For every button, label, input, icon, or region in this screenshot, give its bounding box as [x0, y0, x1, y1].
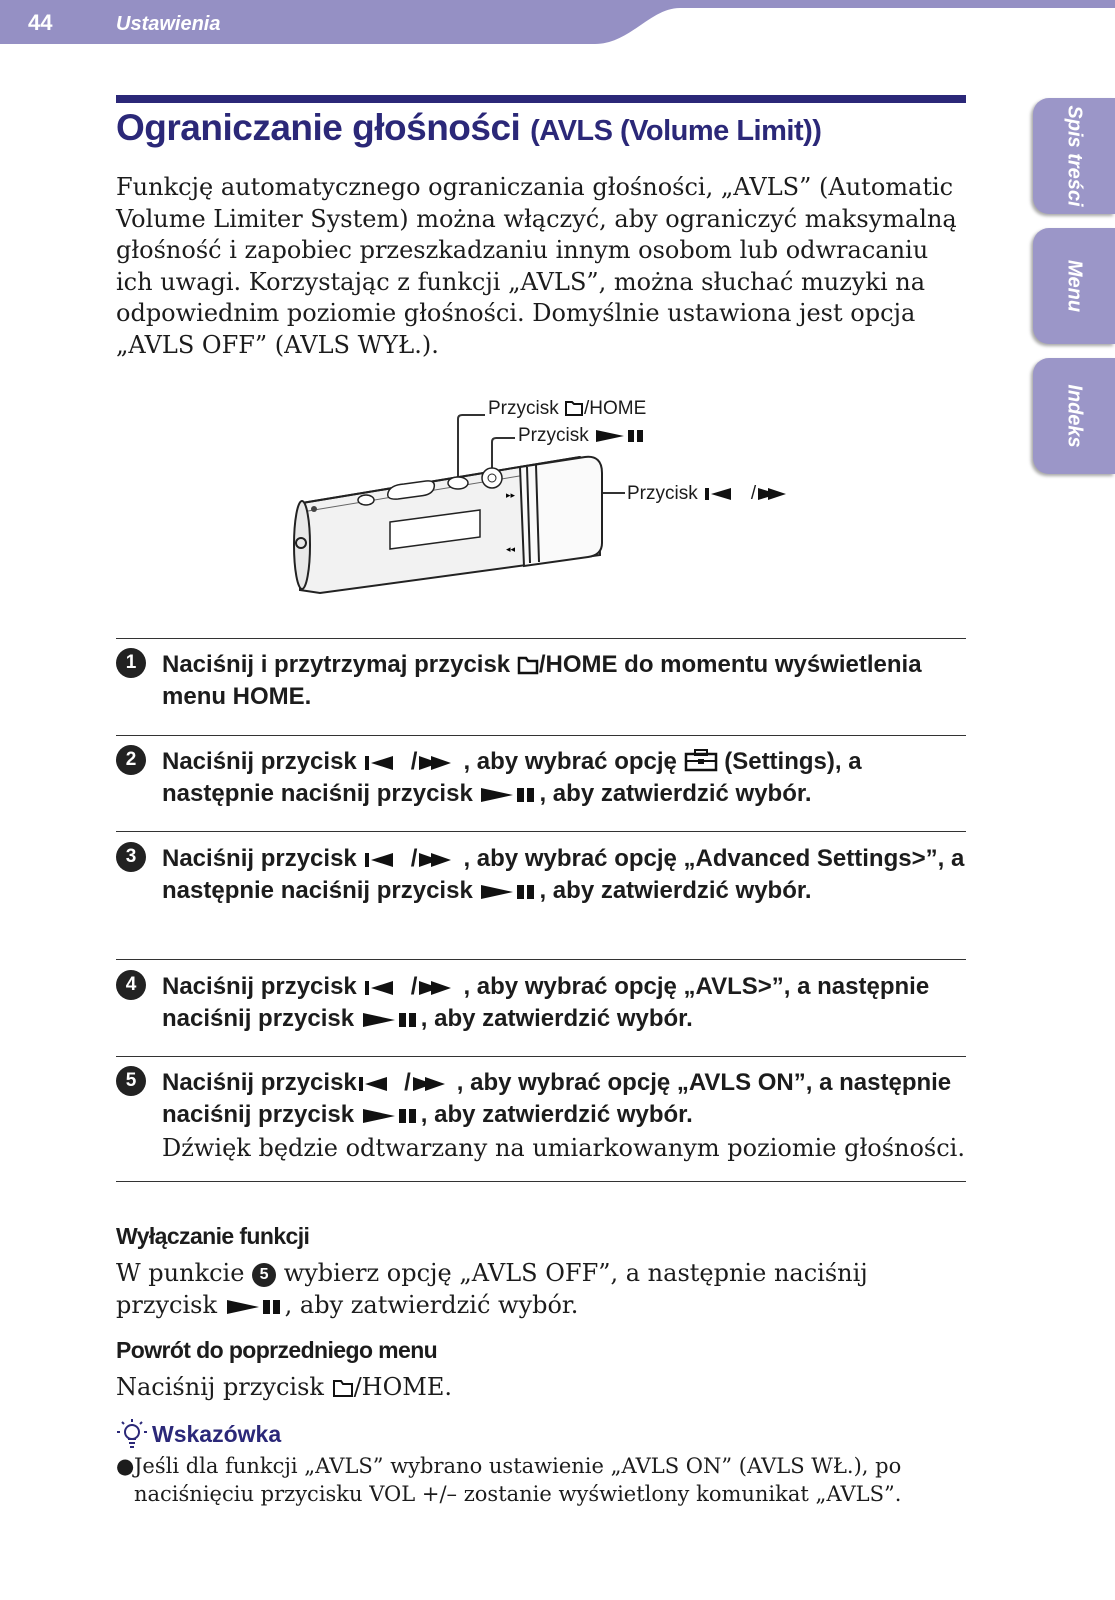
tab-index[interactable] [1033, 358, 1115, 474]
tab-menu-label: Menu [1063, 259, 1086, 313]
step-number: 3 [116, 842, 146, 872]
home-icon [564, 399, 584, 417]
next-icon [417, 979, 463, 997]
player-diagram [280, 385, 800, 610]
next-icon [411, 1075, 457, 1093]
divider [116, 831, 966, 832]
label-play-button: Przycisk [518, 425, 646, 447]
previous-icon [363, 851, 397, 869]
hint-text: ● Jeśli dla funkcji „AVLS” wybrano ustawienie „AVLS ON” (AVLS WŁ.), po naciśnięciu przycisku VOL +/– zostanie wyświetlony komunikat „AVLS”. [116, 1454, 902, 1506]
play-pause-icon [225, 1298, 285, 1316]
step-number: 4 [116, 970, 146, 1000]
home-icon [332, 1378, 354, 1398]
settings-toolbox-icon [684, 748, 718, 772]
title-sub: (AVLS (Volume Limit)) [530, 115, 822, 147]
svg-text:◂◂: ◂◂ [506, 544, 516, 554]
step-1-text: Naciśnij i przytrzymaj przycisk /HOME do momentu wyświetlenia menu HOME. [162, 651, 922, 710]
off-text: W punkcie 5 wybierz opcję „AVLS OFF”, a następnie naciśnij przycisk , aby zatwierdzić wybór. [116, 1259, 868, 1319]
play-pause-icon [361, 1011, 421, 1029]
step-number: 2 [116, 745, 146, 775]
tab-menu[interactable] [1033, 228, 1115, 344]
play-pause-icon [594, 428, 646, 444]
tab-index-label: Indeks [1063, 384, 1086, 448]
divider [116, 959, 966, 960]
play-pause-icon [479, 883, 539, 901]
step-4-text: Naciśnij przycisk / , aby wybrać opcję „AVLS>”, a następnie naciśnij przycisk , aby zatwierdzić wybór. [162, 973, 930, 1032]
title-main: Ograniczanie głośności [116, 107, 521, 148]
divider [116, 735, 966, 736]
play-pause-icon [479, 786, 539, 804]
page-title [116, 107, 821, 149]
step-3-text: Naciśnij przycisk / , aby wybrać opcję „Advanced Settings>”, a następnie naciśnij przycisk , aby zatwierdzić wybór. [162, 845, 965, 904]
step-5-text: Naciśnij przycisk / , aby wybrać opcję „AVLS ON”, a następnie naciśnij przycisk , aby zatwierdzić wybór. [162, 1069, 952, 1128]
step-number: 1 [116, 648, 146, 678]
divider [116, 1181, 966, 1182]
divider [116, 1056, 966, 1057]
step-number: 5 [116, 1066, 146, 1096]
tab-contents[interactable] [1033, 98, 1115, 214]
label-home-button: Przycisk /HOME [488, 398, 647, 419]
tab-contents-label: Spis treści [1063, 105, 1086, 207]
play-pause-icon [361, 1107, 421, 1125]
bullet: ● [116, 1454, 135, 1478]
previous-icon [357, 1075, 391, 1093]
page-number: 44 [28, 10, 53, 35]
back-text: Naciśnij przycisk /HOME. [116, 1373, 453, 1401]
step-2-text: Naciśnij przycisk / , aby wybrać opcję (Settings), a następnie naciśnij przycisk , aby zatwierdzić wybór. [162, 748, 862, 807]
intro-paragraph: Funkcję automatycznego ograniczania głośności, „AVLS” (Automatic Volume Limiter System) można włączyć, aby ograniczyć maksymalną głośność i zapobiec przeszkadzaniu innym osobom lub odwracaniu ich uwagi. Korzystając z funkcji „AVLS”, można słuchać muzyki na odpowiednim poziomie głośności. Domyślnie ustawiona jest opcja „AVLS OFF” (AVLS WYŁ.). [116, 173, 957, 359]
previous-icon [363, 754, 397, 772]
step-5-note: Dźwięk będzie odtwarzany na umiarkowanym poziomie głośności. [162, 1134, 965, 1162]
svg-text:▸▸: ▸▸ [506, 490, 516, 500]
back-heading: Powrót do poprzedniego menu [116, 1337, 438, 1363]
lightbulb-icon [116, 1418, 148, 1450]
off-heading: Wyłączanie funkcji [116, 1223, 310, 1249]
next-icon [417, 754, 463, 772]
home-icon [517, 655, 539, 675]
previous-icon [363, 979, 397, 997]
divider [116, 638, 966, 639]
step-reference: 5 [252, 1263, 276, 1287]
title-rule [116, 95, 966, 103]
hint-heading: Wskazówka [116, 1418, 281, 1450]
next-icon [756, 486, 788, 502]
previous-icon [703, 486, 735, 502]
next-icon [417, 851, 463, 869]
label-skip-buttons: Przycisk / [627, 483, 788, 505]
section-title: Ustawienia [116, 13, 221, 35]
